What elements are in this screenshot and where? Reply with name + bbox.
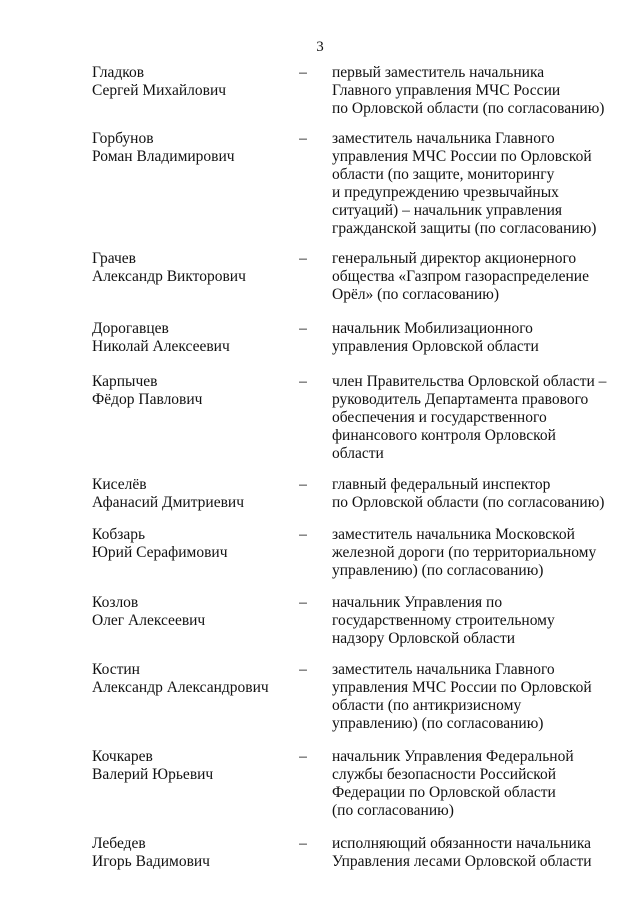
person-position [332, 476, 622, 512]
position-line: области (по защите, мониторингу [332, 166, 555, 183]
person-surname: Кобзарь [92, 526, 146, 543]
separator-dash: – [299, 661, 307, 678]
person-surname: Козлов [92, 594, 139, 611]
position-line: управления МЧС России по Орловской [332, 148, 592, 165]
separator-dash: – [299, 64, 307, 81]
separator-dash: – [299, 476, 307, 493]
position-line: исполняющий обязанности начальника [332, 835, 592, 852]
person-given-name: Афанасий Дмитриевич [92, 494, 245, 511]
person-position [332, 130, 622, 238]
separator-dash: – [299, 748, 307, 765]
position-line: начальник Мобилизационного [332, 320, 533, 337]
person-position [332, 661, 622, 733]
position-line: Управления лесами Орловской области [332, 853, 592, 870]
position-line: Орёл» (по согласованию) [332, 286, 500, 303]
position-line: управления Орловской области [332, 338, 539, 355]
person-surname: Грачев [92, 250, 136, 267]
person-surname: Лебедев [92, 835, 146, 852]
person-surname: Карпычев [92, 373, 158, 390]
position-line: области (по антикризисному [332, 697, 522, 714]
separator-dash: – [299, 250, 307, 267]
position-line: управлению) (по согласованию) [332, 562, 544, 579]
position-line: (по согласованию) [332, 802, 454, 819]
page-number: 3 [316, 39, 324, 55]
person-surname: Киселёв [92, 476, 147, 493]
position-line: главный федеральный инспектор [332, 476, 551, 493]
position-line: Федерации по Орловской области [332, 784, 556, 801]
position-line: гражданской защиты (по согласованию) [332, 220, 597, 237]
person-given-name: Александр Александрович [92, 679, 269, 696]
position-line: руководитель Департамента правового [332, 391, 589, 408]
person-given-name: Александр Викторович [92, 268, 246, 285]
position-line: области [332, 445, 384, 462]
person-name [92, 594, 282, 630]
person-given-name: Роман Владимирович [92, 148, 235, 165]
position-line: начальник Управления по [332, 594, 503, 611]
position-line: начальник Управления Федеральной [332, 748, 574, 765]
position-line: по Орловской области (по согласованию) [332, 494, 605, 511]
separator-dash: – [299, 835, 307, 852]
position-line: общества «Газпром газораспределение [332, 268, 589, 285]
position-line: заместитель начальника Главного [332, 661, 555, 678]
person-name [92, 748, 282, 784]
person-given-name: Олег Алексеевич [92, 612, 206, 629]
position-line: финансового контроля Орловской [332, 427, 556, 444]
separator-dash: – [299, 594, 307, 611]
separator-dash: – [299, 373, 307, 390]
position-line: управления МЧС России по Орловской [332, 679, 592, 696]
person-surname: Дорогавцев [92, 320, 169, 337]
person-position [332, 64, 622, 118]
separator-dash: – [299, 320, 307, 337]
person-given-name: Игорь Вадимович [92, 853, 210, 870]
position-line: службы безопасности Российской [332, 766, 557, 783]
position-line: генеральный директор акционерного [332, 250, 577, 267]
position-line: заместитель начальника Московской [332, 526, 575, 543]
person-position [332, 373, 622, 463]
position-line: железной дороги (по территориальному [332, 544, 597, 561]
separator-dash: – [299, 526, 307, 543]
person-given-name: Сергей Михайлович [92, 82, 227, 99]
position-line: первый заместитель начальника [332, 64, 545, 81]
person-name [92, 64, 282, 100]
position-line: заместитель начальника Главного [332, 130, 555, 147]
person-name [92, 526, 282, 562]
position-line: обеспечения и государственного [332, 409, 547, 426]
position-line: государственному строительному [332, 612, 555, 629]
person-name [92, 476, 282, 512]
person-position [332, 320, 622, 356]
person-name [92, 373, 282, 409]
person-position [332, 835, 622, 871]
person-surname: Костин [92, 661, 140, 678]
person-name [92, 130, 282, 166]
person-given-name: Юрий Серафимович [92, 544, 228, 561]
person-name [92, 835, 282, 871]
person-given-name: Фёдор Павлович [92, 391, 203, 408]
position-line: по Орловской области (по согласованию) [332, 100, 605, 117]
position-line: ситуаций) – начальник управления [332, 202, 563, 219]
separator-dash: – [299, 130, 307, 147]
person-name [92, 320, 282, 356]
position-line: Главного управления МЧС России [332, 82, 561, 99]
person-position [332, 594, 622, 648]
position-line: управлению) (по согласованию) [332, 715, 544, 732]
person-surname: Гладков [92, 64, 145, 81]
person-name [92, 250, 282, 286]
person-given-name: Валерий Юрьевич [92, 766, 214, 783]
person-position [332, 526, 622, 580]
person-position [332, 748, 622, 820]
person-position [332, 250, 622, 304]
person-surname: Кочкарев [92, 748, 153, 765]
position-line: и предупреждению чрезвычайных [332, 184, 559, 201]
person-name [92, 661, 282, 697]
position-line: член Правительства Орловской области – [332, 373, 607, 390]
position-line: надзору Орловской области [332, 630, 516, 647]
person-surname: Горбунов [92, 130, 154, 147]
person-given-name: Николай Алексеевич [92, 338, 230, 355]
